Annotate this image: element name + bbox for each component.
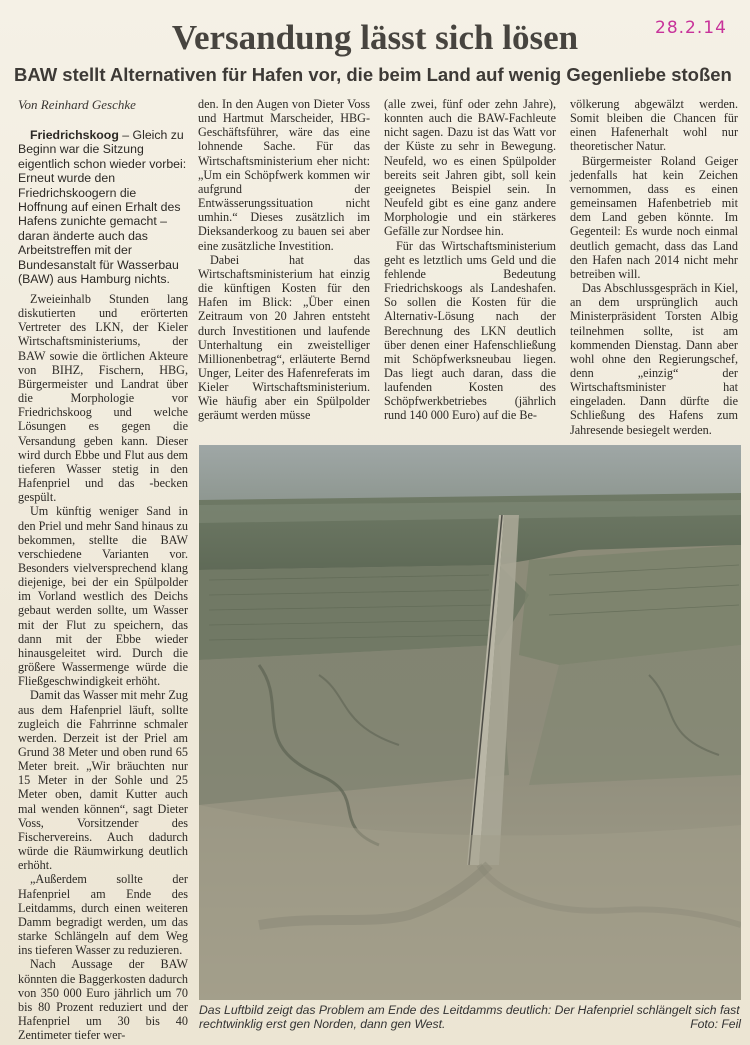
photo-credit: Foto: Feil [690,1017,741,1031]
lead-text [18,128,188,286]
paragraph: Um künftig weniger Sand in den Priel und mehr Sand hinaus zu bekommen, stellte die BAW verschiedene Varianten vor. Besonders vielversprechend klang diejenige, bei der ein Spülpolder im Vorland westlich des Deichs gebaut werden sollte, um Wasser mit der Flut zu speichern, das dann mit der Ebbe wieder hinausgeleitet wird. Durch die größere Wassermenge würde die Fließgeschwindigkeit erhöht. [18,504,188,689]
paragraph: Für das Wirtschaftsministerium geht es letztlich ums Geld und die fehlende Bedeutung Friedrichskoogs als Landeshafen. So sollen die Kosten für die Alternativ-Lösung nach der Berechnung des LKN deutlich über denen einer Hafenschließung mit Schöpfwerksneubau liegen. Das liegt auch daran, dass die laufenden Kosten des Schöpfwerkbetriebes (jährlich rund 140 000 Euro) auf die Be- [384,238,556,423]
paragraph: Zweieinhalb Stunden lang diskutierten und erörterten Vertreter des LKN, der Kieler Wirtschaftsministeriums, der BAW sowie die örtlichen Akteure von BIHZ, Fischern, HBG, Bürgermeister und Landrat über die Morphologie vor Friedrichskoog und welche Lösungen es gegen die Versandung geben kann. Dieser wird durch Ebbe und Flut aus dem tieferen Wasser stetig in den Hafenpriel und das -becken gespült. [18,292,188,505]
paragraph: (alle zwei, fünf oder zehn Jahre), konnten auch die BAW-Fachleute nicht sagen. Dazu ist das Watt vor der Küste zu sehr in Bewegung. Neufeld, wo es einen Spülpolder bereits seit Jahren gibt, soll kein geeignetes Beispiel sein. In Neufeld gibt es eine ganz andere Morphologie und ein stärkeres Gefälle zur Nordsee hin. [384,97,556,239]
handwritten-date: 28.2.14 [655,18,727,38]
paragraph: Damit das Wasser mit mehr Zug aus dem Hafenpriel läuft, sollte zugleich die Fahrrinne schmaler werden. Derzeit ist der Priel am Grund 38 Meter und oben rund 65 Meter breit. „Wir bräuchten nur 15 Meter in der Sohle und 25 Meter oben, damit Kutter auch mal wenden können“, sagt Dieter Voss, Vorsitzender des Fischervereins. Auch dadurch würde die Räumwirkung deutlich erhöht. [18,688,188,873]
lead-body: – Gleich zu Beginn war die Sitzung eigentlich schon wieder vorbei: Erneut wurde den Friedrichskoogern die Hoffnung auf einen Erhalt des Hafens zunichte gemacht – daran änderte auch das Arbeitstreffen mit der Bundesanstalt für Wasserbau (BAW) aus Hamburg nichts. [18,128,187,287]
paragraph: völkerung abgewälzt werden. Somit bleiben die Chancen für einen Hafenerhalt wohl nur theoretischer Natur. [570,97,738,154]
headline: Versandung lässt sich lösen [171,18,579,57]
paragraph: Bürgermeister Roland Geiger jedenfalls hat kein Zeichen vernommen, dass es einen gemeinsamen Hafenbetrieb mit dem Land geben könnte. Im Gegenteil: Es wurde noch einmal deutlich gemacht, dass das Land den Hafen nach 2014 nicht mehr betreiben will. [570,153,738,281]
dateline: Friedrichskoog [30,128,119,142]
paragraph: Dabei hat das Wirtschaftsministerium hat einzig die künftigen Kosten für den Hafen im Blick: „Über einen Zeitraum von 20 Jahren entsteht durch Investitionen und laufende Unterhaltung ein zweistelliger Millionenbetrag“, erläuterte Bernd Unger, Leiter des Hafenreferats im Kieler Wirtschaftsministerium. Wie häufig aber ein Spülpolder geräumt werden müsse [198,252,370,423]
subheadline: BAW stellt Alternativen für Hafen vor, die beim Land auf wenig Gegenliebe stoßen [14,64,732,85]
aerial-photo [199,445,741,1000]
caption-text: Das Luftbild zeigt das Problem am Ende des Leitdamms deutlich: Der Hafenpriel schlängelt sich fast rechtwinklig erst gen Norden, dann gen West. [199,1003,740,1031]
paragraph: Nach Aussage der BAW könnten die Baggerkosten dadurch von 350 000 Euro jährlich um 70 bis 80 Prozent reduziert und der Hafenpriel um 30 bis 40 Zentimeter tiefer wer- [18,957,188,1043]
article-column-3 [384,97,556,423]
lead-paragraph [18,128,188,286]
article-column-1 [18,292,188,1042]
paragraph: den. In den Augen von Dieter Voss und Hartmut Marscheider, HBG-Geschäftsführer, wäre das eine lohnende Sache. Für das Wirtschaftsministerium eher nicht: „Um ein Schöpfwerk kommen wir aufgrund der Entwässerungssituation nicht umhin.“ Dieses zusätzlich im Dieksanderkoog zu bauen sei aber eine zusätzliche Investition. [198,97,370,253]
photo-caption [199,1003,741,1031]
article-column-2 [198,97,370,423]
article-column-4 [570,97,738,437]
byline: Von Reinhard Geschke [18,97,136,112]
paragraph: „Außerdem sollte der Hafenpriel am Ende des Leitdamms, durch einen weiteren Damm begradigt werden, um das starke Schlängeln auf dem Weg ins tieferen Wasser zu reduzieren. [18,872,188,958]
paragraph: Das Abschlussgespräch in Kiel, an dem ursprünglich auch Ministerpräsident Torsten Albig teilnehmen sollte, ist am kommenden Dienstag. Dann aber wohl ohne den Regierungschef, denn „einzig“ der Wirtschaftsminister hat eingeladen. Dann dürfte die Schließung des Hafens zum Jahresende besiegelt werden. [570,281,738,437]
